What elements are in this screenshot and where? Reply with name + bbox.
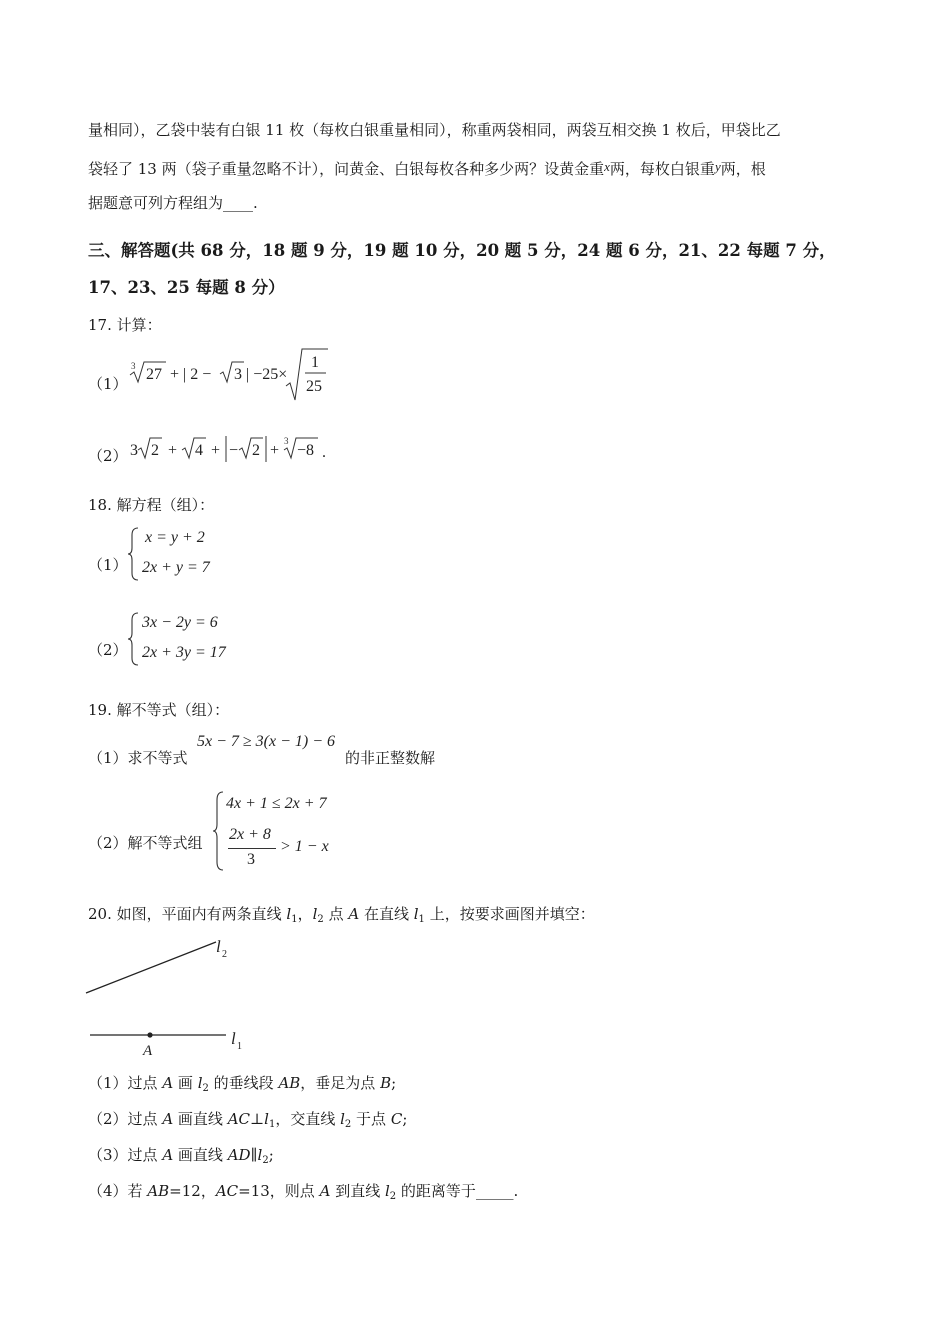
q20-title-text: ， [297, 905, 313, 923]
step-text: （4）若 [88, 1182, 148, 1200]
step-text: =13，则点 [238, 1182, 320, 1200]
step-text: =12， [169, 1182, 216, 1200]
var-l: l [340, 1110, 345, 1128]
step-text: 的距离等于 [396, 1182, 476, 1200]
q17-part1-label: （1） [88, 375, 128, 393]
step-text: 的垂线段 [208, 1074, 279, 1092]
point-a: A [348, 905, 360, 923]
q19-p2-rhs: > 1 − x [280, 838, 329, 855]
line-ad: AD [227, 1146, 251, 1164]
left-brace [213, 790, 225, 872]
radicand-27: 27 [146, 366, 162, 383]
step-text: 画直线 [173, 1146, 228, 1164]
var-l: l [257, 1146, 263, 1164]
fraction-denominator: 25 [306, 378, 322, 395]
step-text: . [513, 1182, 519, 1200]
q19-p2-numerator: 2x + 8 [229, 826, 271, 843]
label-a: A [143, 1043, 153, 1059]
radicand-2: 2 [252, 442, 260, 459]
subscript: 2 [389, 1191, 397, 1202]
q19-p2-ineq1: 4x + 1 ≤ 2x + 7 [226, 795, 327, 812]
radicand-4: 4 [195, 442, 203, 459]
point-a: A [162, 1074, 174, 1092]
var-l: l [286, 905, 292, 923]
step-text: ; [402, 1110, 408, 1128]
parallel-symbol: ∥ [250, 1146, 258, 1164]
coef-3: 3 [130, 442, 138, 459]
line-l2 [86, 942, 216, 993]
step-text: ，交直线 [275, 1110, 341, 1128]
q18-part2-label: （2） [88, 641, 128, 659]
q18-p1-eq2: 2x + y = 7 [142, 559, 210, 576]
step-text: 到直线 [330, 1182, 385, 1200]
var-y: y [714, 159, 721, 174]
fraction-bar [228, 848, 276, 849]
q19-title: 19. 解不等式（组）： [88, 701, 230, 719]
left-brace [128, 526, 140, 582]
q20-step-4 [88, 1181, 518, 1207]
step-text: ，垂足为点 [300, 1074, 381, 1092]
left-brace [128, 611, 140, 667]
intro-line-2 [88, 157, 766, 179]
fraction-numerator: 1 [311, 354, 319, 371]
label-l1: l [231, 1029, 236, 1048]
period: . [322, 444, 326, 461]
var-l: l [264, 1110, 269, 1128]
intro-line-2-a: 袋轻了 13 两（袋子重量忽略不计），问黄金、白银每枚各种多少两？设黄金重 [88, 160, 605, 178]
var-l: l [312, 905, 318, 923]
var-l: l [413, 905, 419, 923]
q20-title-text: 上，按要求画图并填空： [424, 905, 595, 923]
point-b: B [380, 1074, 392, 1092]
intro-line-2-c: 两，根 [720, 160, 766, 178]
q18-p1-eq1: x = y + 2 [145, 529, 205, 546]
q19-p1-inequality: 5x − 7 ≥ 3(x − 1) − 6 [197, 733, 336, 750]
q18-title: 18. 解方程（组）： [88, 496, 215, 514]
perp-symbol: ⊥ [250, 1110, 265, 1128]
plus-sign: + [270, 442, 280, 459]
q17-title: 17. 计算： [88, 316, 162, 334]
point-a: A [319, 1182, 331, 1200]
answer-blank[interactable]: _____ [475, 1182, 514, 1200]
radicand-3: 3 [234, 366, 242, 383]
q19-part2-label: （2）解不等式组 [88, 834, 203, 852]
q18-p2-eq2: 2x + 3y = 17 [142, 644, 226, 661]
step-text: 画 [173, 1074, 198, 1092]
cube-index: 3 [131, 361, 136, 371]
q18-part1-label: （1） [88, 556, 128, 574]
intro-line-1: 量相同），乙袋中装有白银 11 枚（每枚白银重量相同），称重两袋相同，两袋互相交换 1 枚后，甲袋比乙 [88, 121, 781, 139]
var-l: l [384, 1182, 390, 1200]
step-text: （1）过点 [88, 1074, 163, 1092]
label-l2-sub: 2 [222, 949, 227, 960]
q20-title-text: 点 [323, 905, 349, 923]
point-a-dot [147, 1032, 152, 1037]
expr-abs-end: | −25× [246, 366, 288, 383]
q17-part1-expression [126, 344, 336, 402]
label-l1-sub: 1 [237, 1041, 242, 1052]
point-a: A [162, 1146, 174, 1164]
minus-sign: − [229, 442, 239, 459]
expr-abs-start: + | 2 − [170, 366, 212, 383]
step-text: （3）过点 [88, 1146, 163, 1164]
label-l2: l [216, 937, 221, 956]
step-text: （2）过点 [88, 1110, 163, 1128]
step-text: ; [268, 1146, 274, 1164]
step-text: 画直线 [173, 1110, 228, 1128]
q20-title-text: 20. 如图，平面内有两条直线 [88, 905, 287, 923]
cube-index: 3 [284, 436, 289, 446]
line-ac: AC [227, 1110, 251, 1128]
plus-sign: + [168, 442, 178, 459]
subscript: 2 [202, 1083, 209, 1094]
subscript: 1 [268, 1119, 276, 1130]
q19-part1-suffix: 的非正整数解 [345, 749, 436, 767]
intro-line-3: 据题意可列方程组为____. [88, 194, 258, 212]
var-l: l [197, 1074, 203, 1092]
q20-step-2 [88, 1109, 407, 1135]
plus-sign: + [211, 442, 221, 459]
radicand-neg8: −8 [297, 442, 315, 459]
point-c: C [390, 1110, 403, 1128]
subscript: 2 [262, 1155, 269, 1166]
q19-p2-denominator: 3 [247, 851, 255, 868]
step-text: ; [391, 1074, 397, 1092]
q17-part2-expression [126, 430, 336, 470]
q18-p2-eq1: 3x − 2y = 6 [142, 614, 218, 631]
q20-step-1 [88, 1073, 396, 1099]
q20-title-text: 在直线 [359, 905, 414, 923]
segment-ac: AC [215, 1182, 239, 1200]
segment-ab: AB [147, 1182, 170, 1200]
subscript: 1 [291, 914, 298, 925]
section-heading-line-2: 17、23、25 每题 8 分） [88, 278, 285, 297]
intro-line-2-b: 两，每枚白银重 [609, 160, 715, 178]
subscript: 2 [317, 914, 324, 925]
point-a: A [162, 1110, 174, 1128]
q20-step-3 [88, 1145, 274, 1171]
subscript: 2 [344, 1119, 352, 1130]
q20-figure [80, 935, 260, 1060]
var-x: x [604, 159, 610, 174]
radicand-2: 2 [151, 442, 159, 459]
segment-ab: AB [278, 1074, 301, 1092]
q17-part2-label: （2） [88, 447, 128, 465]
step-text: 于点 [351, 1110, 391, 1128]
subscript: 1 [418, 914, 425, 925]
section-heading-line-1: 三、解答题(共 68 分，18 题 9 分，19 题 10 分，20 题 5 分，24 题 6 分，21、22 每题 7 分， [88, 241, 836, 260]
q20-title [88, 904, 595, 930]
q19-part1-label: （1）求不等式 [88, 749, 188, 767]
